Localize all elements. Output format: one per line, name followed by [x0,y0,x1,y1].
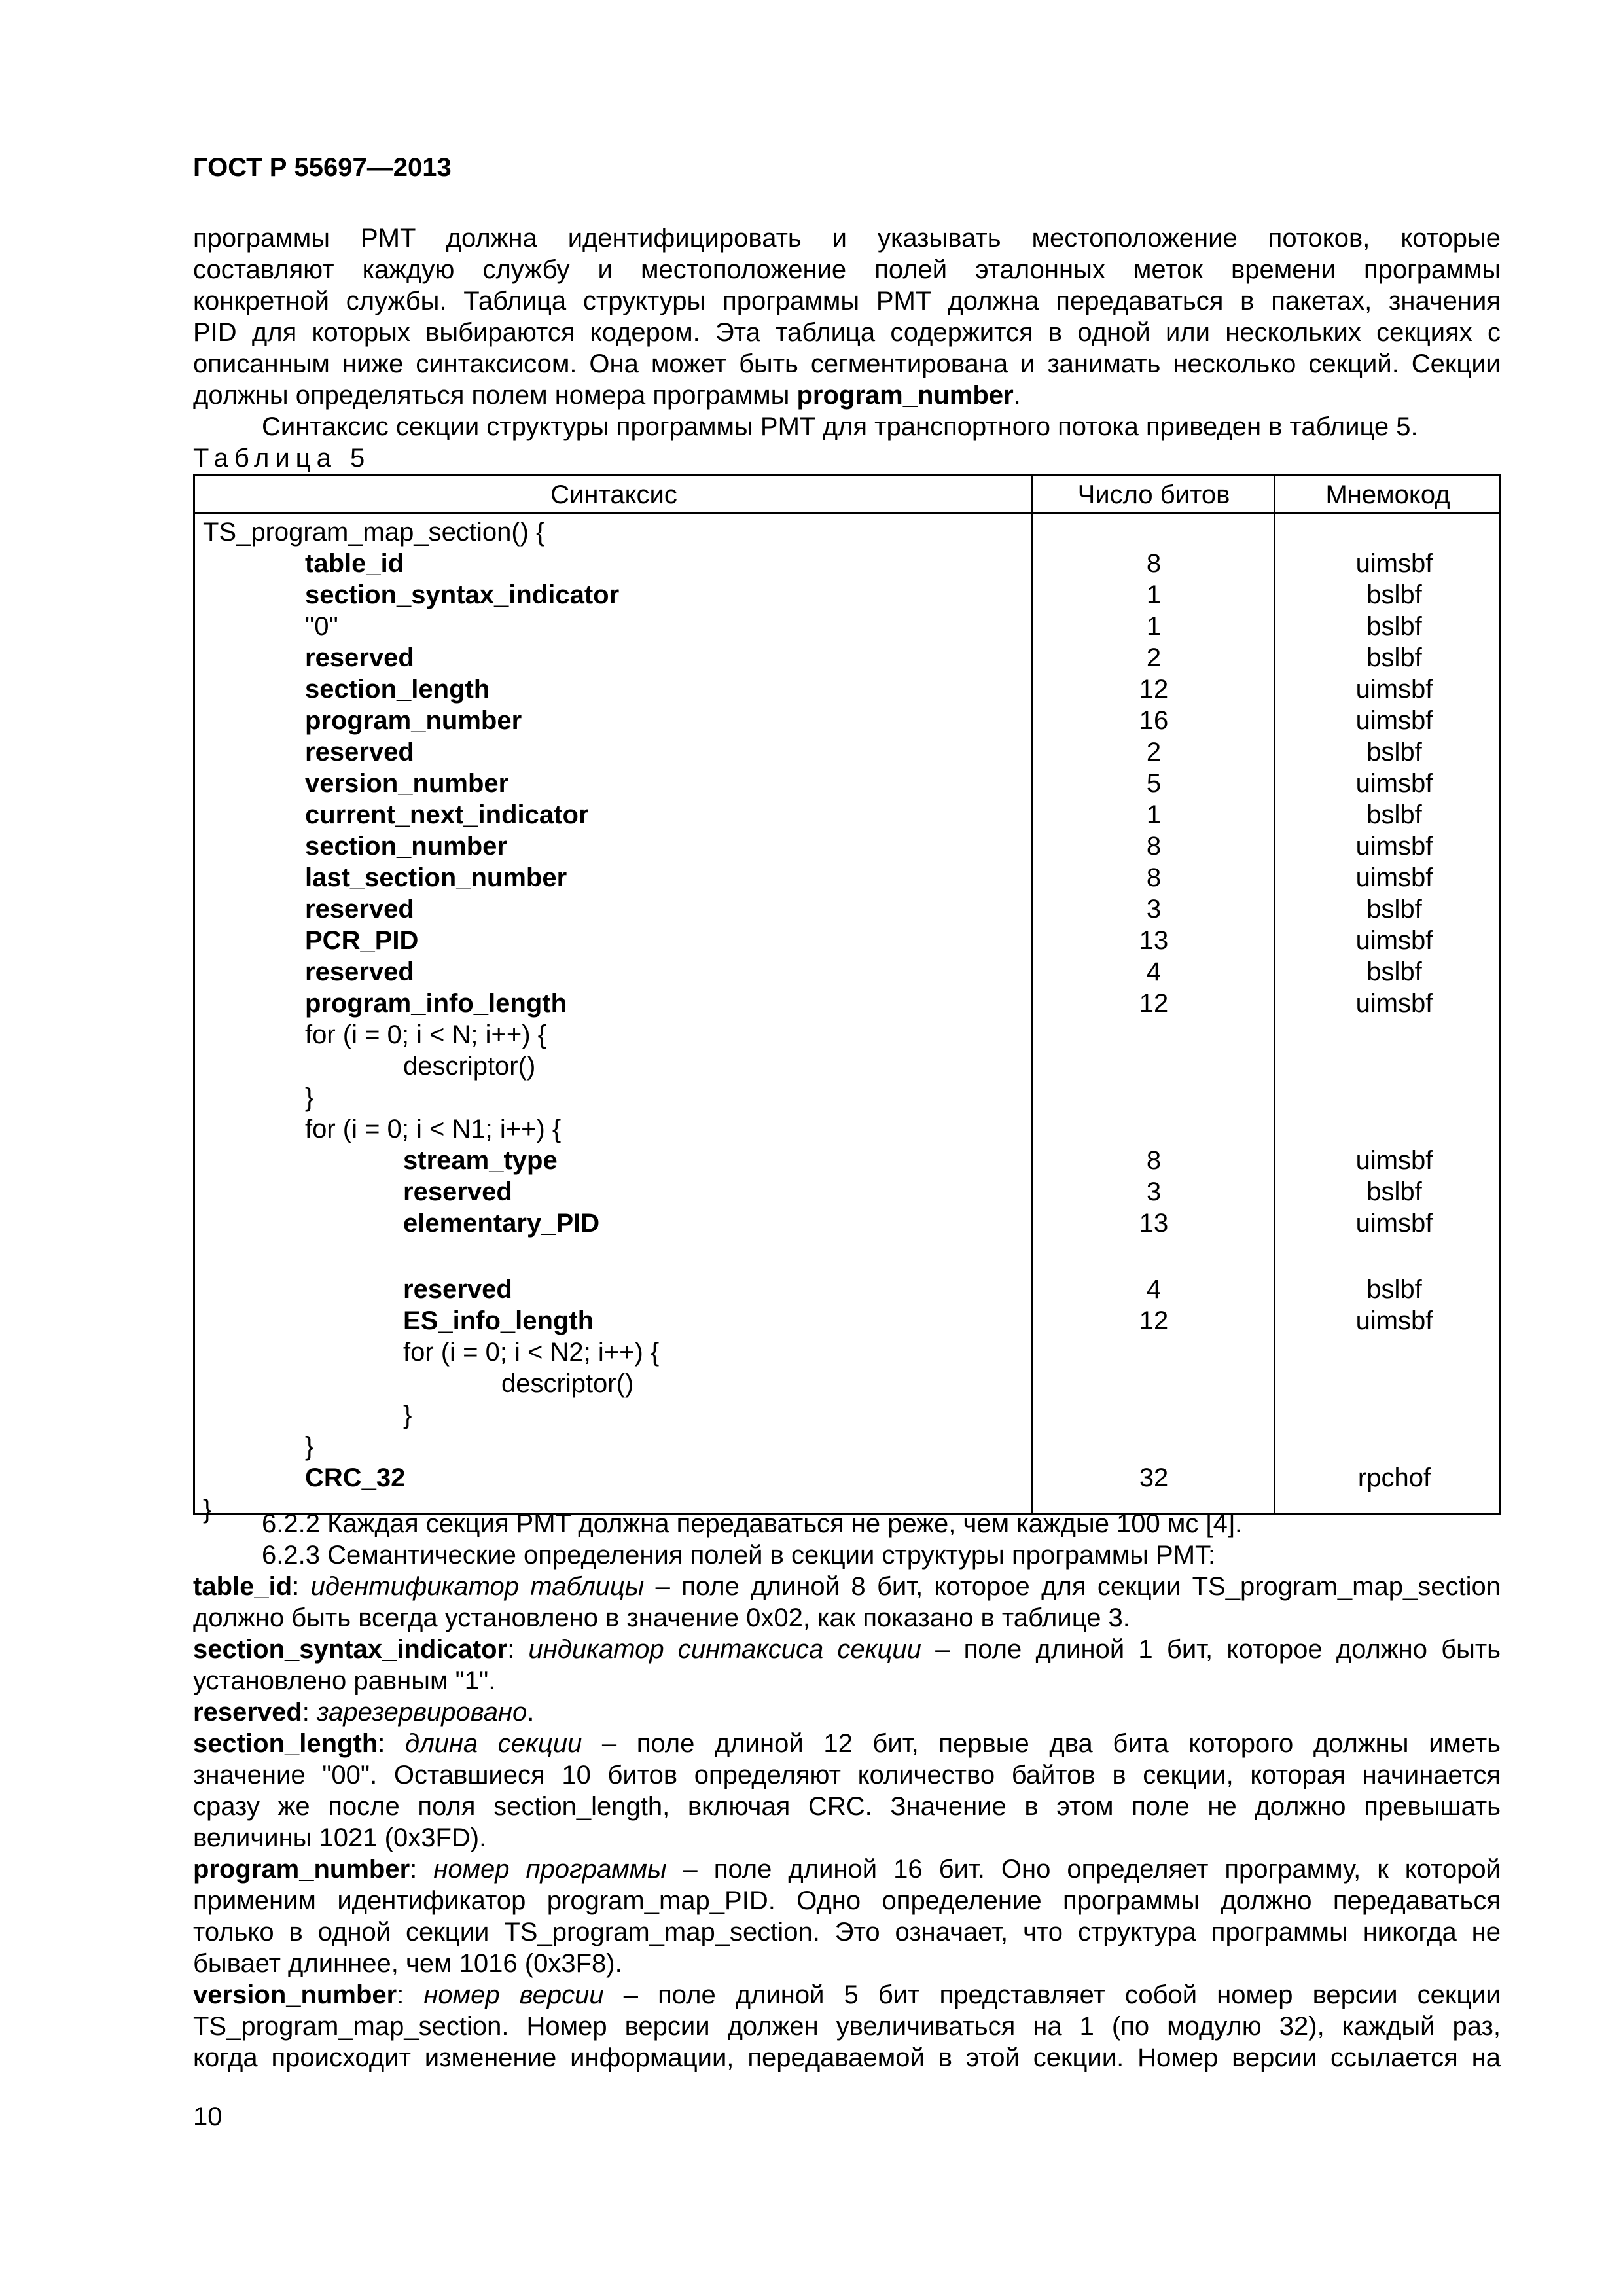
bits-cell: 16 [1139,706,1169,735]
syntax-cell: PCR_PID [305,926,419,955]
bits-cell [1033,1431,1275,1462]
definition-section-length: section_length: длина секции – поле длиной 12 бит, первые два бита которого должны иметь [193,1729,1501,1758]
definition-table-id: table_id: идентификатор таблицы – поле длиной 8 бит, которое для секции TS_program_map_section [193,1572,1501,1601]
definition-term: table_id [193,1572,293,1601]
syntax-cell: } [403,1401,412,1429]
bits-cell: 13 [1139,1209,1169,1238]
mnemonic-cell: bslbf [1366,643,1422,672]
syntax-cell: reserved [403,1275,512,1304]
definition-line: должно быть всегда установлено в значение 0x02, как показано в таблице 3. [193,1604,1130,1632]
definition-term: reserved [193,1698,302,1727]
bits-cell: 3 [1146,1177,1162,1206]
bits-cell: 12 [1139,989,1169,1018]
bits-cell: 5 [1146,769,1162,798]
definition-title: идентификатор таблицы [310,1572,645,1601]
syntax-cell: current_next_indicator [305,800,589,829]
bits-cell: 1 [1146,581,1162,609]
definition-line: когда происходит изменение информации, передаваемой в этой секции. Номер версии ссылается на [193,2043,1501,2072]
definition-section-syntax-indicator: section_syntax_indicator: индикатор синтаксиса секции – поле длиной 1 бит, которое должно быть [193,1635,1501,1664]
table-header-row [195,476,1499,514]
bits-cell: 1 [1146,612,1162,641]
definition-title: номер программы [433,1855,667,1884]
bits-cell: 8 [1146,832,1162,861]
bits-cell [1033,516,1275,548]
definition-line: бывает длиннее, чем 1016 (0x3F8). [193,1949,622,1978]
definition-text: – поле длиной 16 бит. Оно определяет программу, к которой [666,1855,1501,1884]
syntax-cell: reserved [305,895,414,924]
syntax-cell: table_id [305,549,404,578]
bits-cell: 8 [1146,863,1162,892]
syntax-cell: section_syntax_indicator [305,581,620,609]
header-syntax: Синтаксис [550,480,677,509]
header-bits: Число битов [1077,480,1230,509]
paragraph-line: программы PMT должна идентифицировать и указывать местоположение потоков, которые [193,224,1501,253]
mnemonic-cell [1275,516,1514,548]
definition-line: установлено равным "1". [193,1666,496,1695]
syntax-cell: section_length [305,675,490,704]
definition-term: version_number [193,1981,397,2009]
syntax-cell: reserved [305,958,414,986]
definition-line: сразу же после поля section_length, включая CRC. Значение в этом поле не должно превышать [193,1792,1501,1821]
mnemonic-cell [1275,1113,1514,1145]
bits-cell [1033,1399,1275,1431]
syntax-cell: reserved [305,643,414,672]
syntax-cell: for (i = 0; i < N2; i++) { [403,1338,660,1367]
definitions-list [193,1571,1501,2073]
mnemonic-cell: uimsbf [1355,769,1433,798]
definition-line: только в одной секции TS_program_map_section. Это означает, что структура программы никогда не [193,1918,1501,1946]
definition-line: значение "00". Оставшиеся 10 битов определяют количество байтов в секции, которая начинается [193,1761,1501,1789]
definition-title: индикатор синтаксиса секции [528,1635,921,1664]
header-mnemonic: Мнемокод [1325,480,1450,509]
syntax-cell: descriptor() [501,1369,634,1398]
definition-text: – поле длиной 5 бит представляет собой номер версии секции [603,1981,1501,2009]
bits-cell: 12 [1139,1306,1169,1335]
bits-cell: 12 [1139,675,1169,704]
table-reference-paragraph: Синтаксис секции структуры программы PMT для транспортного потока приведен в таблице 5. [262,412,1418,441]
definition-line: применим идентификатор program_map_PID. Одно определение программы должно передаваться [193,1886,1501,1915]
mnemonic-cell: bslbf [1366,612,1422,641]
mnemonic-cell: bslbf [1366,895,1422,924]
definition-title: зарезервировано [317,1698,527,1727]
bits-cell: 3 [1146,895,1162,924]
paragraph-text: . [1013,381,1021,410]
mnemonic-cell: uimsbf [1355,832,1433,861]
mnemonic-cell: uimsbf [1355,1306,1433,1335]
mnemonic-cell [1275,1082,1514,1113]
page-number: 10 [193,2102,223,2131]
definition-title: длина секции [405,1729,582,1758]
paragraph-line: составляют каждую службу и местоположение полей эталонных меток времени программы [193,255,1501,284]
bits-cell: 2 [1146,738,1162,766]
mnemonic-cell [1275,1399,1514,1431]
mnemonic-cell [1275,1368,1514,1399]
syntax-cell: TS_program_map_section() { [203,518,545,547]
mnemonic-cell: uimsbf [1355,926,1433,955]
definition-reserved: reserved: зарезервировано. [193,1698,535,1727]
mnemonic-cell: rpchof [1357,1463,1431,1492]
bits-cell [1033,1336,1275,1368]
bits-cell: 8 [1146,1146,1162,1175]
definition-version-number: version_number: номер версии – поле длиной 5 бит представляет собой номер версии секции [193,1981,1501,2009]
bits-cell: 2 [1146,643,1162,672]
definition-term: program_number [193,1855,410,1884]
bits-cell: 8 [1146,549,1162,578]
mnemonic-cell: uimsbf [1355,1146,1433,1175]
syntax-cell: section_number [305,832,507,861]
mnemonic-cell: bslbf [1366,958,1422,986]
bits-cell [1033,1050,1275,1082]
bits-cell: 13 [1139,926,1169,955]
mnemonic-cell: uimsbf [1355,675,1433,704]
syntax-cell: for (i = 0; i < N; i++) { [305,1020,547,1049]
syntax-cell: } [203,1495,212,1524]
mnemonic-cell: uimsbf [1355,1209,1433,1238]
bits-cell: 4 [1146,958,1162,986]
mnemonic-cell: uimsbf [1355,549,1433,578]
table-caption: Таблица 5 [193,444,371,473]
bits-cell [1033,1368,1275,1399]
syntax-cell: "0" [305,612,338,641]
bits-cell [1033,1019,1275,1050]
syntax-cell: program_info_length [305,989,567,1018]
syntax-cell: for (i = 0; i < N1; i++) { [305,1115,562,1143]
mnemonic-cell: bslbf [1366,1177,1422,1206]
syntax-cell: } [305,1432,314,1461]
clause-6-2-2: 6.2.2 Каждая секция PMT должна передаваться не реже, чем каждые 100 мс [4]. [262,1509,1243,1538]
syntax-cell: } [305,1083,314,1112]
syntax-cell: reserved [305,738,414,766]
definition-text: – поле длиной 1 бит, которое должно быть [921,1635,1501,1664]
definition-term: section_length [193,1729,378,1758]
definition-text: – поле длиной 8 бит, которое для секции TS_program_map_section [644,1572,1501,1601]
intro-paragraph [193,223,1501,411]
paragraph-line: конкретной службы. Таблица структуры программы PMT должна передаваться в пакетах, значения [193,287,1501,315]
mnemonic-cell: bslbf [1366,738,1422,766]
mnemonic-cell: uimsbf [1355,863,1433,892]
mnemonic-cell: bslbf [1366,1275,1422,1304]
syntax-cell: version_number [305,769,509,798]
paragraph-line-last [193,380,1501,411]
syntax-cell: reserved [403,1177,512,1206]
definition-text: . [527,1698,535,1727]
definition-line: величины 1021 (0x3FD). [193,1823,487,1852]
mnemonic-cell: bslbf [1366,800,1422,829]
definition-title: номер версии [423,1981,604,2009]
syntax-cell: descriptor() [403,1052,536,1081]
bits-cell [1033,1113,1275,1145]
definition-term: section_syntax_indicator [193,1635,508,1664]
syntax-cell: program_number [305,706,522,735]
mnemonic-cell: bslbf [1366,581,1422,609]
syntax-cell: elementary_PID [403,1209,600,1238]
bits-cell: 1 [1146,800,1162,829]
clause-6-2-3: 6.2.3 Семантические определения полей в секции структуры программы PMT: [262,1541,1216,1570]
mnemonic-cell [1275,1431,1514,1462]
definition-text: – поле длиной 12 бит, первые два бита которого должны иметь [582,1729,1501,1758]
definition-program-number: program_number: номер программы – поле длиной 16 бит. Оно определяет программу, к которой [193,1855,1501,1884]
definition-line: TS_program_map_section. Номер версии должен увеличиваться на 1 (по модулю 32), каждый раз, [193,2012,1501,2041]
mnemonic-cell [1275,1336,1514,1368]
syntax-cell: ES_info_length [403,1306,594,1335]
syntax-cell: last_section_number [305,863,567,892]
bits-cell: 32 [1139,1463,1169,1492]
mnemonic-cell [1275,1050,1514,1082]
mnemonic-cell [1275,1019,1514,1050]
paragraph-line: описанным ниже синтаксисом. Она может быть сегментирована и занимать несколько секций. Секции [193,350,1501,378]
semantic-definitions [193,1508,1501,2073]
paragraph-text: должны определяться полем номера программы [193,381,797,410]
mnemonic-cell: uimsbf [1355,706,1433,735]
document-header: ГОСТ Р 55697—2013 [193,153,452,182]
field-name: program_number [796,381,1014,410]
mnemonic-cell: uimsbf [1355,989,1433,1018]
bits-cell [1033,1082,1275,1113]
syntax-cell: stream_type [403,1146,558,1175]
paragraph-line: PID для которых выбираются кодером. Эта таблица содержится в одной или нескольких секциях с [193,318,1501,347]
bits-cell: 4 [1146,1275,1162,1304]
syntax-cell: CRC_32 [305,1463,406,1492]
